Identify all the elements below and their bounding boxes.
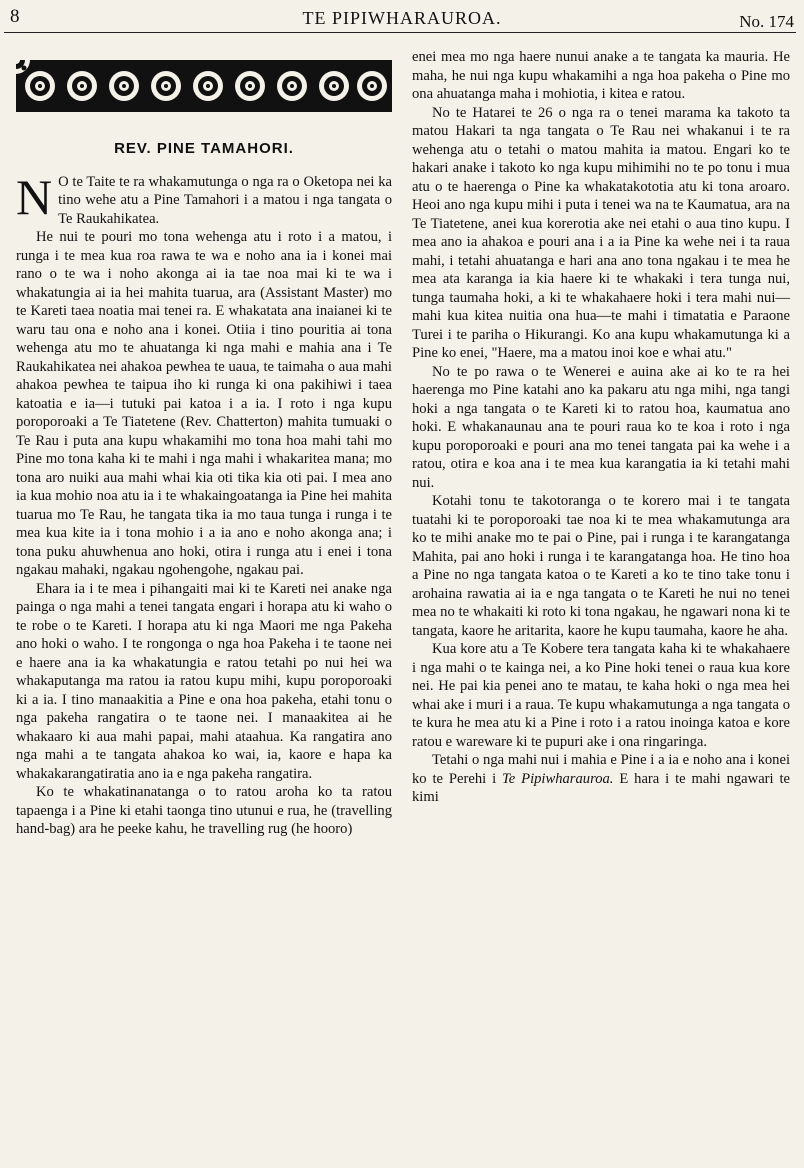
header-rule bbox=[4, 32, 796, 33]
paragraph-6: No te Hatarei te 26 o nga ra o tenei marama ka takoto ta matou Hakari ta nga tangata o Te Rau nei whakanui i te ra wehenga atu o tetahi o matou mahita ia matou. Engari ko te hakari anake i takoto ko nga kupu mihimihi no te po tonu i mua atu o te haerenga o Pine ka whakatakototia atu ki tona aroaro. Heoi ano nga kupu mihi i puta i tenei wa na te Kaumatua, ara na Te Tiatetene, anei kua korerotia ake nei etahi o aua tino kupu. I mea ano ia ahakoa e pouri ana i a ia Pine ka wehe nei i ta raua mahi, i tetahi ahuatanga e hari ana ano tona ngakau i te mea he mea ata karanga ia kia haere ki te whakaki i tera tunga nui, tunga taumaha hoki, a ki te whakahaere hoki i tera mahi nui—mahi kua kitea nuitia ona hua—te mahi i timatatia e Paraone Turei i te pariha o Hikurangi. Ko ana kupu whakamutunga ki a Pine ko enei, "Haere, ma a matou inoi koe e whai atu." bbox=[412, 104, 790, 361]
paragraph-5: enei mea mo nga haere nunui anake a te tangata ka mauria. He maha, he nui nga kupu whakamihi a nga hoa pakeha o Pine mo ona ahuatanga maha i mohiotia, i kitea e ratou. bbox=[412, 49, 790, 102]
issue-number: No. 174 bbox=[739, 12, 794, 31]
paragraph-8: Kotahi tonu te takotoranga o te korero mai i te tangata tuatahi ki te poroporoaki tae noa ki te mea whakamutunga ara ko te mihi anake mo te pai o Pine, pai i runga i te karangatanga Mahita, pai ano hoki i runga i te karangatanga hoa. He tino hoa a Pine no nga tangata katoa o te Kareti a ko te tino take tonu i arohaina rawatia ai ia e nga tangata o te Kareti he nui no tenei mea no te whakaiti ki roto ki tona ngakau, he ngawari nona ki te tangata, kaore he aritarita, kaore he kupu taumaha, kaore he aha. bbox=[412, 493, 790, 639]
article-heading: REV. PINE TAMAHORI. bbox=[114, 140, 294, 157]
drop-cap: N bbox=[16, 168, 53, 225]
newspaper-title: TE PIPIWHARAUROA. bbox=[302, 8, 502, 28]
paragraph-4: Ko te whakatinanatanga o to ratou aroha ko ta ratou tapaenga i a Pine ki etahi taonga tino utunui e rua, he (travelling hand-bag) ara he peeke kahu, he travelling rug (he hooro) bbox=[16, 784, 392, 837]
page-header bbox=[6, 4, 798, 32]
paragraph-1: N O te Taite te ra whakamutunga o nga ra o Oketopa nei ka tino wehe atu a Pine Tamahori i a matou i nga tangata o Te Raukahikatea. bbox=[16, 168, 392, 227]
decorative-ornament-banner bbox=[16, 60, 392, 112]
paragraph-9: Kua kore atu a Te Kobere tera tangata kaha ki te whakahaere i nga mahi o te kainga nei, a ko Pine hoki tenei o raua kua kore nei. He pai kia penei ano te matau, te kaha hoki o nga mea hei whai ake i muri i a raua. Te kupu whakamutunga a nga tangata o te kura he mea atu ki a Pine i roto i a ratou inoinga katoa e kore ratou e wareware ki te pupuri ake i ona ringaringa. bbox=[412, 641, 790, 750]
paragraph-3: Ehara ia i te mea i pihangaiti mai ki te Kareti nei anake nga painga o nga mahi a tenei tangata engari i horapa atu ki waho o te robe o te Kareti. I horapa atu ki nga Maori me nga Pakeha ano hoki o waho. I te rongonga o nga hoa Pakeha i te taone nei e haere ana ia ka whakatungia e ratou tetahi po nui hei wa whakaputanga ma ratou ia ratou kupu mihi, kupu poroporoaki ki a ia. I tino manaakitia a Pine e ona hoa pakeha, etahi tonu o nga pakeha rangatira o te taone nei. I manaakitea ai he whakaaro ki aua mahi papai, mahi ataahua. Ka rangatira ano nga mahi a te tangata ahakoa ko wai, ia, kaore e hapa ka whakakarangatiratia ano ia e nga pakeha rangatira. bbox=[16, 580, 392, 782]
newspaper-name-italic: Te Pipiwharauroa. bbox=[502, 770, 614, 787]
paragraph-2: He nui te pouri mo tona wehenga atu i roto i a matou, i runga i te mea kua roa rawa te wa e noho ana ia i konei mai rano o te wa i noho akonga ai ia tae noa mai ki te wa i whakatungia ai ia hei mahita tuarua, ara (Assistant Master) mo te Kareti taea noatia mai tenei ra. E whakatata ana inaianei ki te waru tau ona e noho ana i konei. Otiia i tino pouritia ai tona wehenga atu mo te ahuatanga ki nga mahi e mahia ana i Te Raukahikatea nei ahakoa pewhea te uaua, te taimaha o aua mahi ahakoa pewhea te taipua iho ki runga ki ona pakihiwi i taea katoatia e ia—i tutuki pai katoa i a ia. I roto i nga kupu poroporoaki a Te Tiatetene (Rev. Chatterton) mahita tumuaki o Te Rau i puta ana kupu whakamihi mo tona hoa mahi tahi mo Pine mo tona kaha ki te mahi i nga mahi i whakaritea mana; mo tona aro nuiki aua mahi whai kia oti tika kia oti pai. I mea ano ia kua mohio noa atu ia i te whakaingoatanga ia Pine hei mahita tuarua mo Te Rau, he tangata tika ia mo taua tunga i runga i te mea kua kite ia i tona mohio i a ia ano e noho akonga ana; i tona puku ahuwhenua ano hoki, otira i runga atu i enei i tona ngakau mahaki, ngakau ngohengohe, ngakau pai. bbox=[16, 229, 392, 578]
page-number: 8 bbox=[10, 6, 20, 27]
right-column bbox=[412, 48, 790, 807]
paragraph-7: No te po rawa o te Wenerei e auina ake ai ko te ra hei haerenga mo Pine katahi ano ka pakaru atu nga mihi, nga tangi hoki a nga tangata o te Kareti ki to ratou hoa, kaumatua ano hoki. E whakanaunau ana te pouri raua ko te koa i roto i nga kupu poroporoaki e pouri ana mo tenei tangata pai ka wehe i a ratou, otira e koa ana i te mea kua karangatia ia ki tetahi mahi nui. bbox=[412, 363, 790, 491]
left-column bbox=[16, 60, 392, 839]
paragraph-10: Tetahi o nga mahi nui i mahia e Pine i a ia e noho ana i konei ko te Perehi i Te Pipiwharauroa. E hara i te mahi ngawari te kimi bbox=[412, 752, 791, 805]
